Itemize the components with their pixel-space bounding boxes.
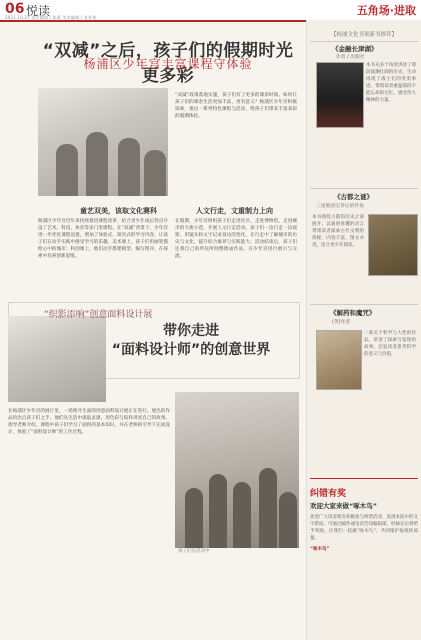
book1-cover — [316, 62, 364, 128]
book3-author: (英)作者 — [332, 320, 351, 325]
sidebar-divider-1 — [310, 188, 418, 189]
page-number: 06 — [5, 1, 25, 17]
feature-title — [86, 322, 296, 360]
correction-heading: 纠错有奖 — [310, 489, 347, 499]
feature-body: 在杨浦区少年宫的展厅里，一场别开生面的创意面料设计展正在进行。展出的作品均出自孩子们之手，他们从生活中汲取灵感，用色彩与纹样讲述自己的故事。指导老师介绍，课程中孩子们学习了面料的基本知识，并在老师的引导下完成设计，体验了“面料设计师”的工作过程。 — [8, 409, 170, 436]
section-name: 悦读 — [26, 4, 51, 18]
book3-title: 《解药和魔咒》 — [330, 309, 376, 317]
book1-author: 作者 / 出版社 — [336, 55, 365, 60]
section2-body: 在假期，少年宫组织孩子们走进社区、走进博物馆、走进城市的大街小巷，开展人文行走活动。孩子们一边行走一边观察，用镜头和文字记录身边的变化，在行走中了解城市的历史与文化，提升综合素养与实践能力。活动结束后，孩子们还将自己的所见所闻整理成作品，在少年宫进行展示与交流。 — [175, 219, 297, 260]
book1-title: 《金融长津湖》 — [332, 45, 378, 53]
feature-body-continued — [175, 560, 297, 636]
book1-desc: 本书从多个角度讲述了那段波澜壮阔的历史，生动再现了战士们的英勇事迹，带领读者重温那段不能忘却的记忆，感受伟大精神的力量。 — [366, 63, 416, 103]
book2-cover — [368, 214, 418, 276]
sidebar-divider-3 — [310, 478, 418, 479]
page-header — [0, 0, 421, 22]
book2-title: 《古都之谜》 — [334, 193, 373, 201]
article-title: “双减”之后，孩子们的假期时光更多彩 — [42, 41, 294, 86]
book3-desc: 一部关于科学与人性的作品，讲述了探索与发现的故事，启发读者思考科学的意义与价值。 — [364, 331, 416, 357]
feature-title-line2: “面料设计师”的创意世界 — [111, 342, 271, 358]
article-photo-1 — [38, 88, 168, 196]
article-photo-3 — [175, 392, 299, 548]
section1-body: 杨浦区少年宫近年来持续推进课程改革，结合青少年成长特点开设了艺术、科技、体育等多门类课程。在“双减”背景下，少年宫进一步优化课程设置，增加了体验式、探究式的学习内容，让孩子们在动手实践中感受学习的乐趣。美术课上，孩子们用画笔描绘心中的城市；科创课上，他们动手搭建模型、编写程序，在探索中培养创新思维。 — [38, 219, 168, 260]
sidebar-label: 【杨浦文化书架新书推荐】 — [310, 30, 418, 42]
photo-caption: 孩子们在活动中 — [178, 549, 210, 554]
book3-cover — [316, 330, 362, 390]
section1-title: 童艺双美，该取文化赛科 — [80, 207, 157, 215]
article-lead: “双减”政策落地实施，孩子们有了更多的课余时间。如何让孩子们的课余生活更加丰富、更有意义？杨浦区少年宫积极探索，推出一系列特色课程与活动，给孩子们带来丰富多彩的假期体验。 — [175, 93, 297, 120]
feature-kicker: “织影添响”创意面料设计展 — [44, 310, 153, 320]
correction-box — [310, 486, 418, 553]
feature-title-line1: 带你走进 — [163, 323, 219, 339]
book2-subtitle: 三星堆国宝背后的传说 — [316, 204, 364, 209]
article-subtitle: 杨浦区少年宫丰富课程守体验 — [83, 57, 253, 71]
header-meta: 2021.10.27 责任编辑 / 陈燕 美术编辑 / 张景春 — [5, 15, 97, 20]
section2-title: 人文行走，文重制力上向 — [196, 207, 273, 215]
correction-label: “啄木鸟” — [310, 547, 330, 552]
column-name: 五角场·进取 — [356, 4, 416, 17]
sidebar-divider-2 — [310, 304, 418, 305]
correction-subheading: 欢迎大家来做“啄木鸟” — [310, 502, 378, 510]
correction-body: 欢迎广大读者朋友积极参与纠错活动，发现本报中的文字错误，可通过邮件或电话告知编辑部，经核实后将给予奖励。让我们一起做“啄木鸟”，共同维护报纸的质量。 — [310, 515, 418, 541]
book2-desc: 本书围绕古都的历史之谜展开，以通俗易懂的语言带领读者探索古代文明的奥秘，内容丰富，图文并茂，适合青少年阅读。 — [312, 215, 364, 248]
